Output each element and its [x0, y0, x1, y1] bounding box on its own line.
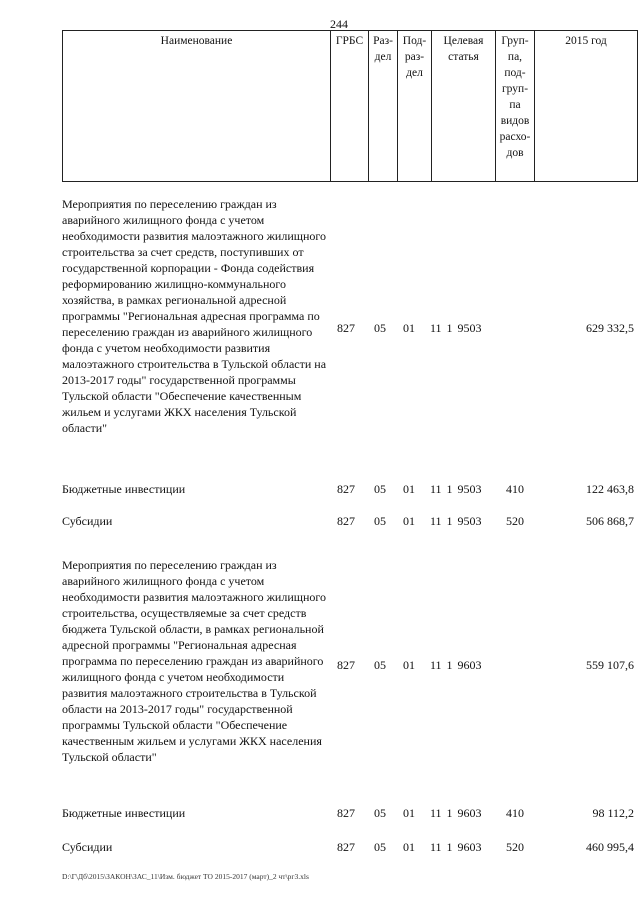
- row-razdel: 05: [374, 806, 386, 820]
- header-target: Целевая статья: [431, 31, 495, 181]
- page-number: 244: [330, 17, 348, 31]
- row-podrazdel: 01: [403, 806, 415, 820]
- row-name: Мероприятия по переселению граждан из аварийного жилищного фонда с учетом необходимости развития малоэтажного жилищного строительства за счет средств, поступивших от государственной корпорации - Фонда содействия реформированию жилищно-коммунального хозяйства, в рамках региональной адресной программы "Региональная адресная программа по переселению граждан из аварийного жилищного фонда с учетом необходимости развития малоэтажного строительства в Тульской области на 2013-2017 годы" государственной программы Тульской области "Обеспечение качественным жильем и услугами ЖКХ населения Тульской области": [62, 197, 327, 435]
- row-amount: 122 463,8: [586, 482, 634, 496]
- row-group: 410: [506, 482, 524, 496]
- row-amount: 506 868,7: [586, 514, 634, 528]
- row-grbs: 827: [337, 658, 355, 672]
- table-row: [62, 481, 638, 497]
- row-amount: 559 107,6: [586, 658, 634, 672]
- row-podrazdel: 01: [403, 840, 415, 854]
- header-name: Наименование: [62, 31, 330, 181]
- row-grbs: 827: [337, 514, 355, 528]
- table-row: [62, 839, 638, 855]
- row-podrazdel: 01: [403, 514, 415, 528]
- file-path-footer: D:\Г\Дб\2015\ЗАКОН\ЗАС_11\Изм. бюджет ТО 2015-2017 (март)_2 чт\рг3.xls: [62, 872, 309, 881]
- row-razdel: 05: [374, 514, 386, 528]
- row-podrazdel: 01: [403, 321, 415, 335]
- row-target: 11 1 9603: [430, 658, 482, 672]
- row-name: Мероприятия по переселению граждан из аварийного жилищного фонда с учетом необходимости развития малоэтажного жилищного строительства, осуществляемые за счет средств бюджета Тульской области, в рамках региональной адресной программы "Региональная адресная программа по переселению граждан из аварийного жилищного фонда с учетом необходимости развития малоэтажного строительства в Тульской области на 2013-2017 годы" государственной программы Тульской области "Обеспечение качественным жильем и услугами ЖКХ населения Тульской области": [62, 558, 327, 764]
- header-year: 2015 год: [534, 31, 638, 181]
- row-amount: 460 995,4: [586, 840, 634, 854]
- row-grbs: 827: [337, 321, 355, 335]
- row-grbs: 827: [337, 840, 355, 854]
- row-name: Субсидии: [62, 840, 113, 854]
- row-razdel: 05: [374, 321, 386, 335]
- table-row: [62, 513, 638, 529]
- row-amount: 629 332,5: [586, 321, 634, 335]
- row-target: 11 1 9503: [430, 514, 482, 528]
- row-podrazdel: 01: [403, 482, 415, 496]
- row-name: Бюджетные инвестиции: [62, 482, 186, 496]
- row-razdel: 05: [374, 840, 386, 854]
- header-razdel: Раз- дел: [368, 31, 397, 181]
- row-target: 11 1 9503: [430, 321, 482, 335]
- row-target: 11 1 9603: [430, 840, 482, 854]
- header-group: Груп- па, под- груп- па видов расхо- дов: [495, 31, 534, 181]
- table-row: [62, 557, 638, 787]
- row-target: 11 1 9503: [430, 482, 482, 496]
- row-name: Бюджетные инвестиции: [62, 806, 186, 820]
- row-amount: 98 112,2: [592, 806, 634, 820]
- table-header: [62, 30, 638, 182]
- row-target: 11 1 9603: [430, 806, 482, 820]
- row-name: Субсидии: [62, 514, 113, 528]
- row-group: 520: [506, 840, 524, 854]
- row-group: 410: [506, 806, 524, 820]
- header-podrazdel: Под- раз- дел: [397, 31, 431, 181]
- row-grbs: 827: [337, 806, 355, 820]
- table-row: [62, 805, 638, 821]
- row-razdel: 05: [374, 658, 386, 672]
- row-podrazdel: 01: [403, 658, 415, 672]
- header-grbs: ГРБС: [330, 31, 368, 181]
- row-razdel: 05: [374, 482, 386, 496]
- row-group: 520: [506, 514, 524, 528]
- table-row: [62, 196, 638, 456]
- row-grbs: 827: [337, 482, 355, 496]
